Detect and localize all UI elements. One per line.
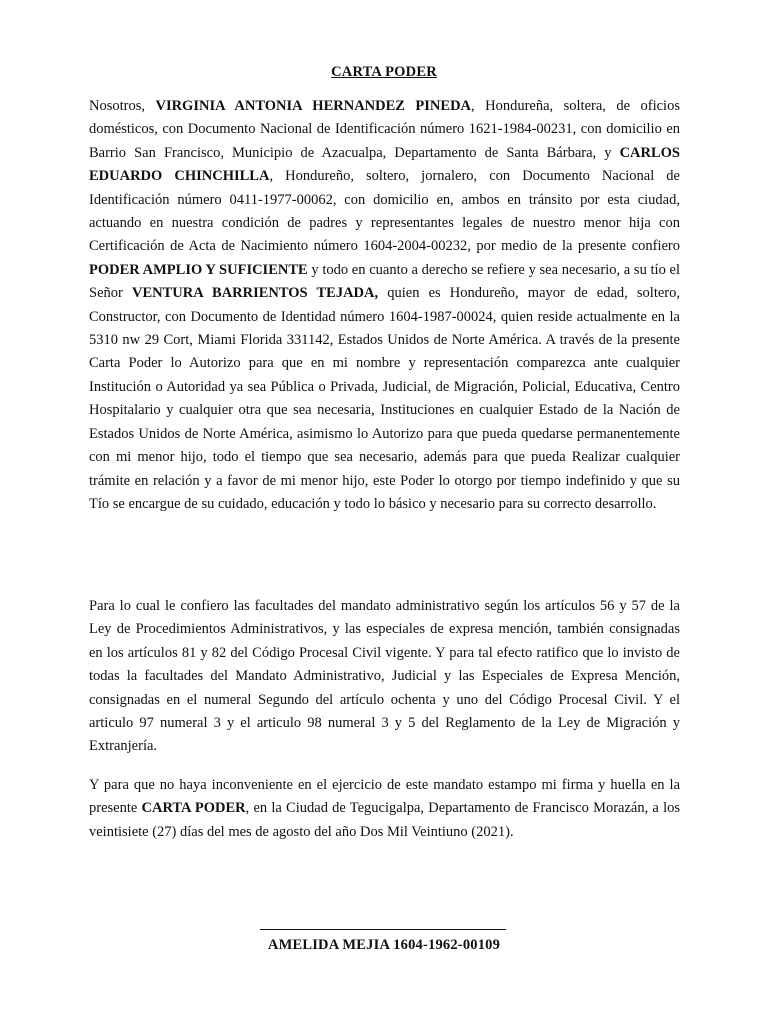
text-segment: , en la Ciudad de Tegucigalpa, Departamento de Francisco Morazán, a los veintisiete (27) días del mes de agosto del año Dos Mil Veintiuno (2021). [89,800,680,840]
paragraph-3 [89,774,680,844]
attorney-name: VENTURA BARRIENTOS TEJADA, [131,285,379,302]
paragraph-1 [89,95,680,516]
text-segment: , Hondureño, soltero, jornalero, con Documento Nacional de Identificación número 0411-1977-00062, con domicilio en, ambos en tránsito por esta ciudad, actuando en nuestra condición de padres y representantes legales de nuestro menor hija con Certificación de Acta de Nacimiento número 1604-2004-00232, por medio de la presente confiero [89,168,680,255]
paragraph-2 [89,595,680,759]
text-segment: y todo en cuanto a derecho se refiere y sea necesario, a su tío el Señor [89,261,680,302]
grantor-name-1: VIRGINIA ANTONIA HERNANDEZ PINEDA [155,98,472,114]
document-title: CARTA PODER [331,64,437,80]
signature-line [260,929,506,930]
text-segment: , Hondureña, soltera, de oficios domésticos, con Documento Nacional de Identificación número 1621-1984-00231, con domicilio en Barrio San Francisco, Municipio de Azacualpa, Departamento de Santa Bárbara, y [89,98,680,161]
text-segment: Y para que no haya inconveniente en el ejercicio de este mandato estampo mi firma y huella en la presente [89,777,680,817]
document-name-inline: CARTA PODER [141,800,246,817]
paragraph-2-text: Para lo cual le confiero las facultades del mandato administrativo según los artículos 56 y 57 de la Ley de Procedimientos Administrativos, y las especiales de expresa mención, también consignadas en los artículos 81 y 82 del Código Procesal Civil vigente. Y para tal efecto ratifico que lo invisto de todas la facultades del Mandato Administrativo, Judicial y las Especiales de Expresa Mención, consignadas en el numeral Segundo del artículo ochenta y uno del Código Procesal Civil. Y el articulo 97 numeral 3 y el articulo 98 numeral 3 y 5 del Reglamento de la Ley de Migración y Extranjería. [89,598,680,755]
text-segment: Nosotros, [89,98,156,114]
power-type: PODER AMPLIO Y SUFICIENTE [89,261,308,278]
grantor-name-2: CARLOS EDUARDO CHINCHILLA [89,144,680,185]
text-segment: quien es Hondureño, mayor de edad, soltero, Constructor, con Documento de Identidad número 1604-1987-00024, quien reside actualmente en la 5310 nw 29 Cort, Miami Florida 331142, Estados Unidos de Norte América. A través de la presente Carta Poder lo Autorizo para que en mi nombre y representación comparezca ante cualquier Institución o Autoridad ya sea Pública o Privada, Judicial, de Migración, Policial, Educativa, Centro Hospitalario y cualquier otra que sea necesaria, Instituciones en cualquier Estado de la Nación de Estados Unidos de Norte América, asimismo lo Autorizo para que pueda quedarse permanentemente con mi menor hijo, todo el tiempo que sea necesario, además para que pueda Realizar cualquier trámite en relación y a favor de mi menor hijo, este Poder lo otorgo por tiempo indefinido y que su Tío se encargue de su cuidado, educación y todo lo básico y necesario para su correcto desarrollo. [89,285,680,512]
signatory-name: AMELIDA MEJIA 1604-1962-00109 [267,937,501,953]
